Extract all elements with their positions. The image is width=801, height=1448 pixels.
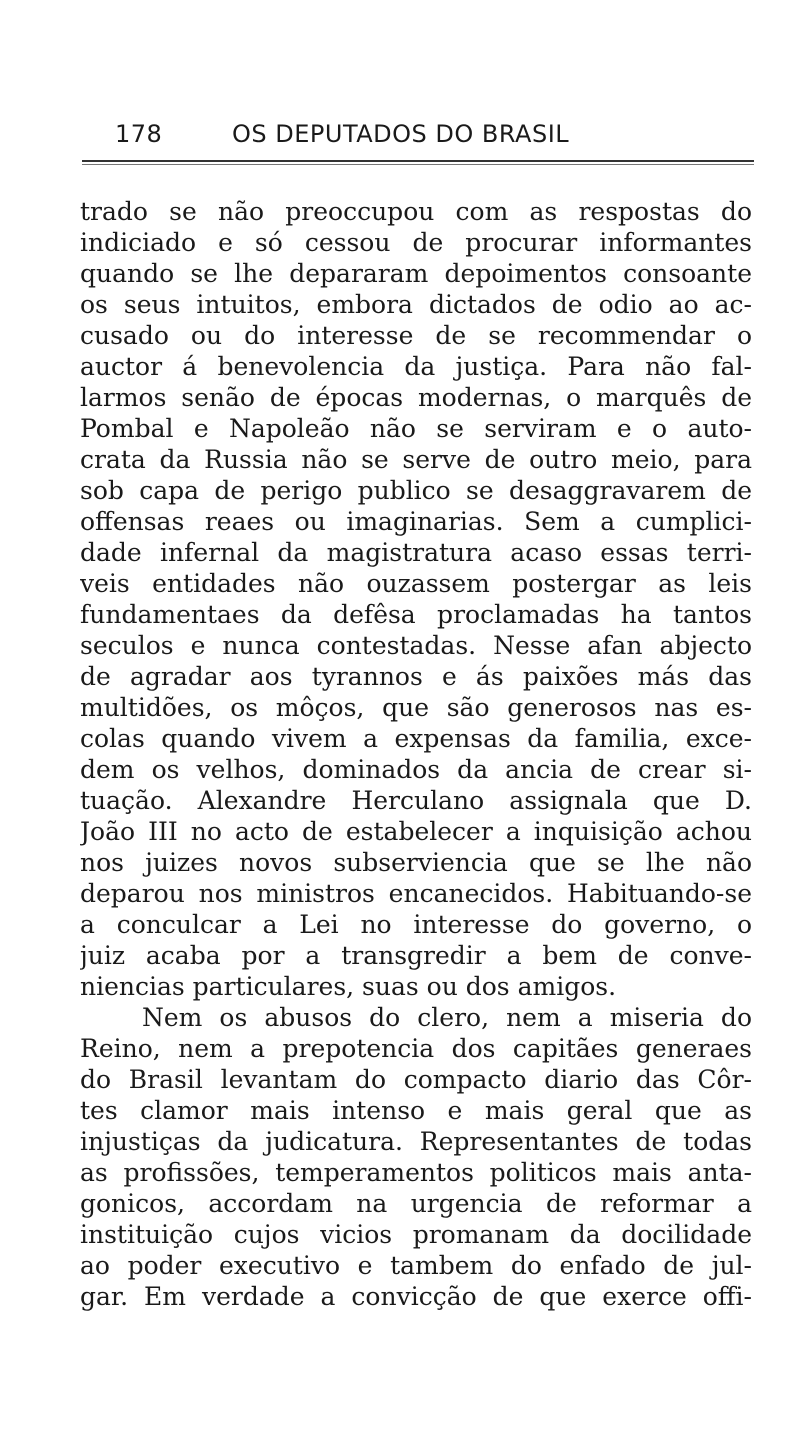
header-rule	[82, 160, 754, 162]
text-line: gonicos, accordam na urgencia de reformar a	[80, 1189, 752, 1218]
text-line: larmos senão de épocas modernas, o marquês de	[80, 383, 752, 412]
text-line: nos juizes novos subserviencia que se lhe não	[80, 848, 752, 877]
page-number: 178	[115, 120, 163, 148]
text-line: João III no acto de estabelecer a inquisição achou	[80, 817, 752, 846]
text-line: tuação. Alexandre Herculano assignala que D.	[80, 786, 752, 815]
text-line: ao poder executivo e tambem do enfado de jul-	[80, 1251, 752, 1280]
text-line: instituição cujos vicios promanam da docilidade	[80, 1220, 752, 1249]
text-line: cusado ou do interesse de se recommendar o	[80, 321, 752, 350]
text-line: os seus intuitos, embora dictados de odio ao ac-	[80, 290, 752, 319]
paragraph	[80, 1002, 752, 1312]
text-line: deparou nos ministros encanecidos. Habituando-se	[80, 879, 752, 908]
text-line: Reino, nem a prepotencia dos capitães generaes	[80, 1034, 752, 1063]
text-line: dem os velhos, dominados da ancia de crear si-	[80, 755, 752, 784]
text-line: quando se lhe depararam depoimentos consoante	[80, 259, 752, 288]
text-line: colas quando vivem a expensas da familia, exce-	[80, 724, 752, 753]
paragraph	[80, 196, 752, 1002]
running-title: OS DEPUTADOS DO BRASIL	[232, 120, 570, 148]
running-head	[115, 120, 635, 156]
text-line: trado se não preoccupou com as respostas do	[80, 197, 752, 226]
header-rule-thin	[82, 164, 754, 165]
text-line: crata da Russia não se serve de outro meio, para	[80, 445, 752, 474]
text-line: fundamentaes da defêsa proclamadas ha tantos	[80, 600, 752, 629]
text-line: as profissões, temperamentos politicos mais anta-	[80, 1158, 752, 1187]
text-line: offensas reaes ou imaginarias. Sem a cumplici-	[80, 507, 752, 536]
text-line: auctor á benevolencia da justiça. Para não fal-	[80, 352, 752, 381]
text-line: a conculcar a Lei no interesse do governo, o	[80, 910, 752, 939]
text-line: dade infernal da magistratura acaso essas terri-	[80, 538, 752, 567]
text-line: do Brasil levantam do compacto diario das Côr-	[80, 1065, 752, 1094]
text-line: de agradar aos tyrannos e ás paixões más das	[80, 662, 752, 691]
text-line: juiz acaba por a transgredir a bem de conve-	[80, 941, 752, 970]
text-line: injustiças da judicatura. Representantes de todas	[80, 1127, 752, 1156]
text-line: gar. Em verdade a convicção de que exerce offi-	[80, 1282, 752, 1311]
text-line: seculos e nunca contestadas. Nesse afan abjecto	[80, 631, 752, 660]
text-line: multidões, os môços, que são generosos nas es-	[80, 693, 752, 722]
text-line: sob capa de perigo publico se desaggravarem de	[80, 476, 752, 505]
text-line: indiciado e só cessou de procurar informantes	[80, 228, 752, 257]
text-line: niencias particulares, suas ou dos amigos.	[80, 972, 617, 1001]
text-line: Nem os abusos do clero, nem a miseria do	[142, 1003, 752, 1032]
body-text	[80, 196, 752, 1312]
text-line: Pombal e Napoleão não se serviram e o auto-	[80, 414, 752, 443]
text-line: veis entidades não ouzassem postergar as leis	[80, 569, 752, 598]
text-line: tes clamor mais intenso e mais geral que as	[80, 1096, 752, 1125]
